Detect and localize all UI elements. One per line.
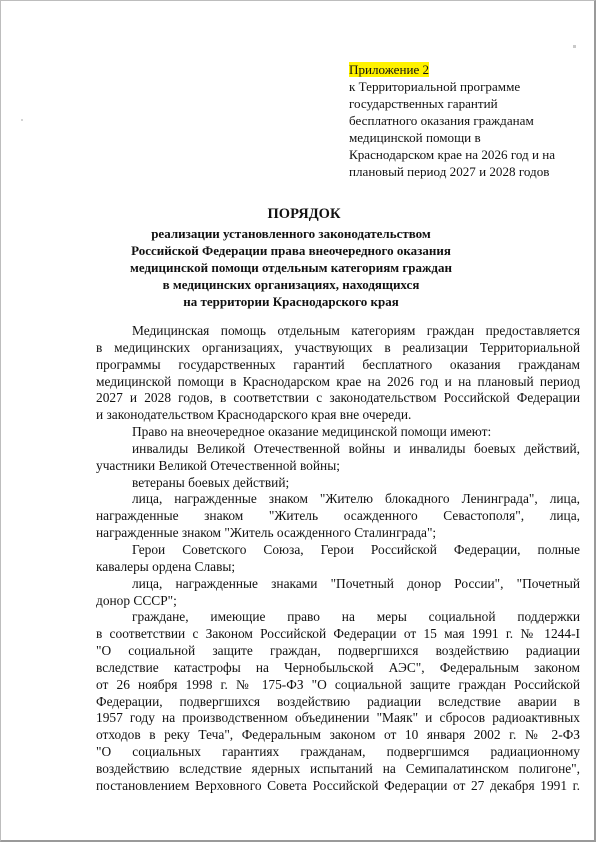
appendix-line: к Территориальной программе [349,79,521,94]
body-line: постановлением Верховного Совета Российской Федерации от 27 декабря 1991 г. [96,777,580,793]
body-line: отходов в реку Теча", Федеральным законом от 10 января 2002 г. № 2-ФЗ [96,727,580,743]
body-line: "О социальной защите граждан, подвергшихся воздействию радиации [96,643,580,659]
subtitle-line: в медицинских организациях, находящихся [162,277,420,292]
scan-speck [573,45,576,48]
body-line: и законодательством Краснодарского края вне очереди. [96,407,412,423]
document-title-block [41,205,596,310]
body-line: в соответствии с Законом Российской Федерации от 15 мая 1991 г. № 1244-I [96,626,580,642]
body-line: "О социальных гарантиях гражданам, подвергшимся радиационному [96,744,580,760]
appendix-line: бесплатного оказания гражданам [349,113,534,128]
body-line: программы государственных гарантий бесплатного оказания гражданам [96,356,580,372]
body-line: 2027 и 2028 годов, в соответствии с законодательством Российской Федерации [96,390,580,406]
body-line: Медицинская помощь отдельным категориям граждан предоставляется [132,323,580,338]
body-line: вследствие катастрофы на Чернобыльской АЭС", Федеральным законом [96,659,580,675]
body-line: Герои Советского Союза, Герои Российской Федерации, полные [132,541,580,557]
body-line: в медицинских организациях, участвующих в реализации Территориальной [96,339,580,355]
body-line: участники Великой Отечественной войны; [96,457,340,473]
body-line: медицинской помощи в Краснодарском крае на 2026 год и на плановый период [96,373,580,389]
subtitle-line: на территории Краснодарского края [183,294,399,309]
appendix-label: Приложение 2 [349,62,430,77]
appendix-line: плановый период 2027 и 2028 годов [349,164,550,179]
body-line: от 26 ноября 1998 г. № 175-ФЗ "О социальной защите граждан Российской [96,676,580,692]
document-heading: ПОРЯДОК [267,206,341,222]
body-line: лица, награжденные знаками "Почетный донор России", "Почетный [132,575,580,591]
body-line: награжденные знаком "Житель осажденного Сталинграда"; [96,525,437,541]
appendix-label-line [349,61,581,78]
document-subtitle [51,225,531,310]
body-line: ветераны боевых действий; [132,474,290,490]
body-line: 1957 году на производственном объединении "Маяк" и сбросов радиоактивных [96,710,580,726]
body-line: донор СССР"; [96,592,177,608]
appendix-block [349,61,581,180]
body-line: воздействию вследствие ядерных испытаний на Семипалатинском полигоне", [96,760,580,776]
subtitle-line: реализации установленного законодательством [151,226,431,241]
document-body [96,323,580,795]
body-line: кавалеры ордена Славы; [96,558,236,574]
body-line: награжденные знаком "Житель осажденного Севастополя", лица, [96,508,580,524]
subtitle-line: Российской Федерации права внеочередного оказания [131,243,451,258]
body-line: Право на внеочередное оказание медицинской помощи имеют: [132,424,492,440]
body-line: лица, награжденные знаком "Жителю блокадного Ленинграда", лица, [132,491,580,507]
appendix-line: Краснодарском крае на 2026 год и на [349,147,556,162]
appendix-line: государственных гарантий [349,96,498,111]
appendix-line: медицинской помощи в [349,130,481,145]
body-line: Федерации, подвергшихся воздействию радиации вследствие аварии в [96,693,580,709]
scan-speck [21,119,23,121]
body-line: граждане, имеющие право на меры социальной поддержки [132,609,580,625]
subtitle-line: медицинской помощи отдельным категориям граждан [130,260,452,275]
body-line: инвалиды Великой Отечественной войны и инвалиды боевых действий, [132,440,580,456]
